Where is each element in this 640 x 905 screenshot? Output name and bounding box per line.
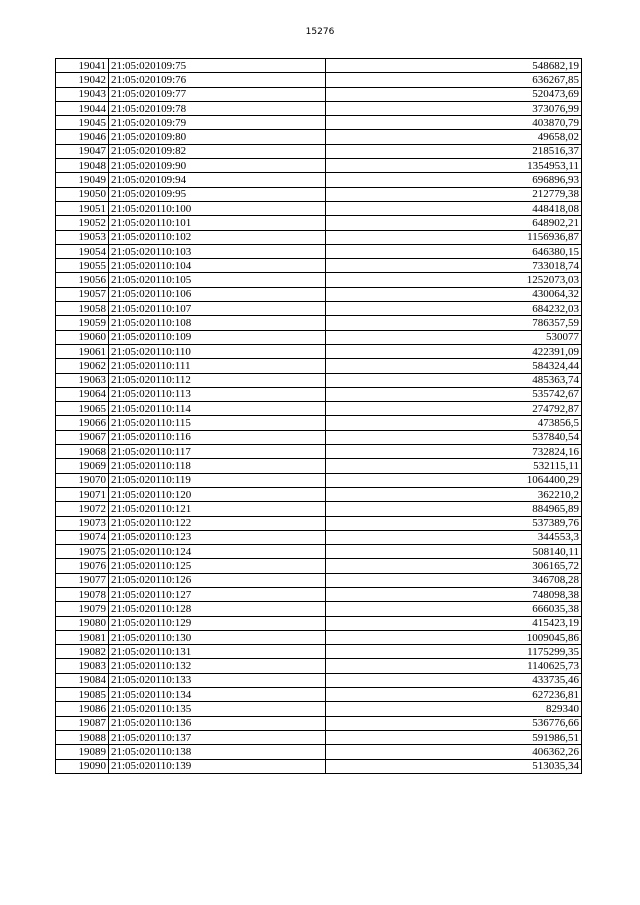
cadastral-number-cell: 21:05:020109:94 (109, 173, 326, 187)
row-number-cell: 19072 (56, 502, 109, 516)
table-row (56, 630, 582, 644)
cadastral-value-cell: 406362,26 (326, 745, 582, 759)
cadastral-value-cell: 49658,02 (326, 130, 582, 144)
cadastral-value-cell: 1140625,73 (326, 659, 582, 673)
row-number-cell: 19071 (56, 487, 109, 501)
table-row (56, 402, 582, 416)
table-row (56, 516, 582, 530)
cadastral-value-cell: 748098,38 (326, 587, 582, 601)
row-number-cell: 19082 (56, 645, 109, 659)
cadastral-value-cell: 829340 (326, 702, 582, 716)
row-number-cell: 19053 (56, 230, 109, 244)
row-number-cell: 19087 (56, 716, 109, 730)
table-row (56, 387, 582, 401)
table-row (56, 244, 582, 258)
cadastral-value-cell: 646380,15 (326, 244, 582, 258)
cadastral-value-cell: 627236,81 (326, 688, 582, 702)
row-number-cell: 19078 (56, 587, 109, 601)
cadastral-value-cell: 513035,34 (326, 759, 582, 773)
row-number-cell: 19048 (56, 159, 109, 173)
cadastral-value-cell: 696896,93 (326, 173, 582, 187)
row-number-cell: 19089 (56, 745, 109, 759)
row-number-cell: 19054 (56, 244, 109, 258)
table-row (56, 173, 582, 187)
row-number-cell: 19064 (56, 387, 109, 401)
cadastral-value-cell: 344553,3 (326, 530, 582, 544)
cadastral-number-cell: 21:05:020109:79 (109, 116, 326, 130)
cadastral-number-cell: 21:05:020110:136 (109, 716, 326, 730)
table-row (56, 330, 582, 344)
cadastral-number-cell: 21:05:020110:100 (109, 201, 326, 215)
row-number-cell: 19057 (56, 287, 109, 301)
cadastral-value-cell: 403870,79 (326, 116, 582, 130)
table-row (56, 587, 582, 601)
cadastral-number-cell: 21:05:020110:101 (109, 216, 326, 230)
cadastral-value-cell: 537840,54 (326, 430, 582, 444)
cadastral-number-cell: 21:05:020110:134 (109, 688, 326, 702)
cadastral-number-cell: 21:05:020110:131 (109, 645, 326, 659)
cadastral-number-cell: 21:05:020110:117 (109, 445, 326, 459)
cadastral-value-cell: 430064,32 (326, 287, 582, 301)
cadastral-number-cell: 21:05:020110:118 (109, 459, 326, 473)
page-number: 15276 (305, 27, 335, 37)
cadastral-value-cell: 591986,51 (326, 730, 582, 744)
row-number-cell: 19069 (56, 459, 109, 473)
row-number-cell: 19079 (56, 602, 109, 616)
row-number-cell: 19074 (56, 530, 109, 544)
row-number-cell: 19042 (56, 73, 109, 87)
cadastral-value-cell: 548682,19 (326, 59, 582, 73)
cadastral-value-cell: 1156936,87 (326, 230, 582, 244)
table-row (56, 416, 582, 430)
table-row (56, 144, 582, 158)
cadastral-number-cell: 21:05:020110:102 (109, 230, 326, 244)
row-number-cell: 19077 (56, 573, 109, 587)
cadastral-value-cell: 1064400,29 (326, 473, 582, 487)
cadastral-number-cell: 21:05:020110:138 (109, 745, 326, 759)
row-number-cell: 19068 (56, 445, 109, 459)
cadastral-number-cell: 21:05:020110:119 (109, 473, 326, 487)
cadastral-value-cell: 362210,2 (326, 487, 582, 501)
cadastral-number-cell: 21:05:020109:95 (109, 187, 326, 201)
table-row (56, 230, 582, 244)
cadastral-number-cell: 21:05:020110:116 (109, 430, 326, 444)
cadastral-value-cell: 1354953,11 (326, 159, 582, 173)
cadastral-value-cell: 212779,38 (326, 187, 582, 201)
table-row (56, 216, 582, 230)
cadastral-value-cell: 666035,38 (326, 602, 582, 616)
table-row (56, 688, 582, 702)
cadastral-value-cell: 636267,85 (326, 73, 582, 87)
row-number-cell: 19058 (56, 302, 109, 316)
cadastral-number-cell: 21:05:020109:82 (109, 144, 326, 158)
cadastral-number-cell: 21:05:020110:126 (109, 573, 326, 587)
registry-table (55, 58, 582, 774)
cadastral-number-cell: 21:05:020110:106 (109, 287, 326, 301)
table-row (56, 673, 582, 687)
table-row (56, 101, 582, 115)
table-row (56, 373, 582, 387)
table-row (56, 87, 582, 101)
cadastral-number-cell: 21:05:020109:75 (109, 59, 326, 73)
table-row (56, 201, 582, 215)
cadastral-number-cell: 21:05:020109:76 (109, 73, 326, 87)
row-number-cell: 19076 (56, 559, 109, 573)
cadastral-value-cell: 786357,59 (326, 316, 582, 330)
table-row (56, 716, 582, 730)
row-number-cell: 19062 (56, 359, 109, 373)
row-number-cell: 19075 (56, 545, 109, 559)
table-row (56, 259, 582, 273)
row-number-cell: 19044 (56, 101, 109, 115)
cadastral-value-cell: 473856,5 (326, 416, 582, 430)
cadastral-value-cell: 537389,76 (326, 516, 582, 530)
cadastral-number-cell: 21:05:020110:105 (109, 273, 326, 287)
cadastral-number-cell: 21:05:020110:125 (109, 559, 326, 573)
table-row (56, 745, 582, 759)
cadastral-number-cell: 21:05:020110:130 (109, 630, 326, 644)
table-row (56, 344, 582, 358)
table-row (56, 502, 582, 516)
table-row (56, 702, 582, 716)
row-number-cell: 19088 (56, 730, 109, 744)
cadastral-value-cell: 535742,67 (326, 387, 582, 401)
cadastral-value-cell: 584324,44 (326, 359, 582, 373)
row-number-cell: 19049 (56, 173, 109, 187)
cadastral-number-cell: 21:05:020110:133 (109, 673, 326, 687)
row-number-cell: 19081 (56, 630, 109, 644)
cadastral-value-cell: 732824,16 (326, 445, 582, 459)
cadastral-value-cell: 1252073,03 (326, 273, 582, 287)
table-row (56, 545, 582, 559)
cadastral-number-cell: 21:05:020110:107 (109, 302, 326, 316)
cadastral-value-cell: 508140,11 (326, 545, 582, 559)
cadastral-number-cell: 21:05:020110:135 (109, 702, 326, 716)
table-row (56, 602, 582, 616)
cadastral-number-cell: 21:05:020110:104 (109, 259, 326, 273)
row-number-cell: 19056 (56, 273, 109, 287)
table-row (56, 73, 582, 87)
cadastral-number-cell: 21:05:020110:120 (109, 487, 326, 501)
row-number-cell: 19073 (56, 516, 109, 530)
cadastral-value-cell: 373076,99 (326, 101, 582, 115)
cadastral-number-cell: 21:05:020110:115 (109, 416, 326, 430)
table-row (56, 645, 582, 659)
table-row (56, 573, 582, 587)
row-number-cell: 19052 (56, 216, 109, 230)
row-number-cell: 19046 (56, 130, 109, 144)
table-row (56, 273, 582, 287)
row-number-cell: 19061 (56, 344, 109, 358)
cadastral-number-cell: 21:05:020109:90 (109, 159, 326, 173)
table-row (56, 302, 582, 316)
cadastral-value-cell: 306165,72 (326, 559, 582, 573)
row-number-cell: 19051 (56, 201, 109, 215)
cadastral-number-cell: 21:05:020110:137 (109, 730, 326, 744)
cadastral-number-cell: 21:05:020109:77 (109, 87, 326, 101)
cadastral-value-cell: 274792,87 (326, 402, 582, 416)
table-row (56, 116, 582, 130)
table-row (56, 559, 582, 573)
table-row (56, 316, 582, 330)
cadastral-number-cell: 21:05:020110:124 (109, 545, 326, 559)
cadastral-number-cell: 21:05:020110:113 (109, 387, 326, 401)
cadastral-value-cell: 536776,66 (326, 716, 582, 730)
cadastral-number-cell: 21:05:020109:78 (109, 101, 326, 115)
cadastral-number-cell: 21:05:020110:112 (109, 373, 326, 387)
cadastral-number-cell: 21:05:020110:121 (109, 502, 326, 516)
table-row (56, 530, 582, 544)
cadastral-value-cell: 433735,46 (326, 673, 582, 687)
table-row (56, 616, 582, 630)
row-number-cell: 19060 (56, 330, 109, 344)
table-row (56, 473, 582, 487)
cadastral-value-cell: 648902,21 (326, 216, 582, 230)
cadastral-value-cell: 1175299,35 (326, 645, 582, 659)
cadastral-value-cell: 884965,89 (326, 502, 582, 516)
cadastral-number-cell: 21:05:020110:127 (109, 587, 326, 601)
cadastral-value-cell: 218516,37 (326, 144, 582, 158)
cadastral-number-cell: 21:05:020110:139 (109, 759, 326, 773)
table-row (56, 359, 582, 373)
row-number-cell: 19090 (56, 759, 109, 773)
row-number-cell: 19084 (56, 673, 109, 687)
row-number-cell: 19085 (56, 688, 109, 702)
cadastral-value-cell: 684232,03 (326, 302, 582, 316)
row-number-cell: 19059 (56, 316, 109, 330)
cadastral-value-cell: 532115,11 (326, 459, 582, 473)
table-row (56, 59, 582, 73)
cadastral-number-cell: 21:05:020110:109 (109, 330, 326, 344)
table-row (56, 130, 582, 144)
row-number-cell: 19066 (56, 416, 109, 430)
cadastral-number-cell: 21:05:020110:123 (109, 530, 326, 544)
cadastral-number-cell: 21:05:020110:122 (109, 516, 326, 530)
registry-table-body (56, 59, 582, 774)
cadastral-value-cell: 415423,19 (326, 616, 582, 630)
row-number-cell: 19050 (56, 187, 109, 201)
row-number-cell: 19063 (56, 373, 109, 387)
row-number-cell: 19083 (56, 659, 109, 673)
row-number-cell: 19047 (56, 144, 109, 158)
row-number-cell: 19055 (56, 259, 109, 273)
cadastral-value-cell: 346708,28 (326, 573, 582, 587)
row-number-cell: 19070 (56, 473, 109, 487)
table-row (56, 430, 582, 444)
row-number-cell: 19086 (56, 702, 109, 716)
row-number-cell: 19065 (56, 402, 109, 416)
table-row (56, 445, 582, 459)
cadastral-number-cell: 21:05:020110:103 (109, 244, 326, 258)
table-row (56, 459, 582, 473)
cadastral-value-cell: 520473,69 (326, 87, 582, 101)
row-number-cell: 19067 (56, 430, 109, 444)
table-row (56, 659, 582, 673)
table-row (56, 159, 582, 173)
cadastral-number-cell: 21:05:020110:111 (109, 359, 326, 373)
cadastral-value-cell: 733018,74 (326, 259, 582, 273)
cadastral-number-cell: 21:05:020109:80 (109, 130, 326, 144)
cadastral-number-cell: 21:05:020110:108 (109, 316, 326, 330)
cadastral-number-cell: 21:05:020110:132 (109, 659, 326, 673)
cadastral-value-cell: 448418,08 (326, 201, 582, 215)
table-row (56, 287, 582, 301)
cadastral-number-cell: 21:05:020110:110 (109, 344, 326, 358)
cadastral-value-cell: 530077 (326, 330, 582, 344)
table-row (56, 187, 582, 201)
cadastral-value-cell: 422391,09 (326, 344, 582, 358)
table-row (56, 759, 582, 773)
row-number-cell: 19043 (56, 87, 109, 101)
table-row (56, 730, 582, 744)
cadastral-number-cell: 21:05:020110:114 (109, 402, 326, 416)
cadastral-value-cell: 1009045,86 (326, 630, 582, 644)
row-number-cell: 19080 (56, 616, 109, 630)
cadastral-value-cell: 485363,74 (326, 373, 582, 387)
cadastral-number-cell: 21:05:020110:128 (109, 602, 326, 616)
table-row (56, 487, 582, 501)
row-number-cell: 19041 (56, 59, 109, 73)
cadastral-number-cell: 21:05:020110:129 (109, 616, 326, 630)
row-number-cell: 19045 (56, 116, 109, 130)
